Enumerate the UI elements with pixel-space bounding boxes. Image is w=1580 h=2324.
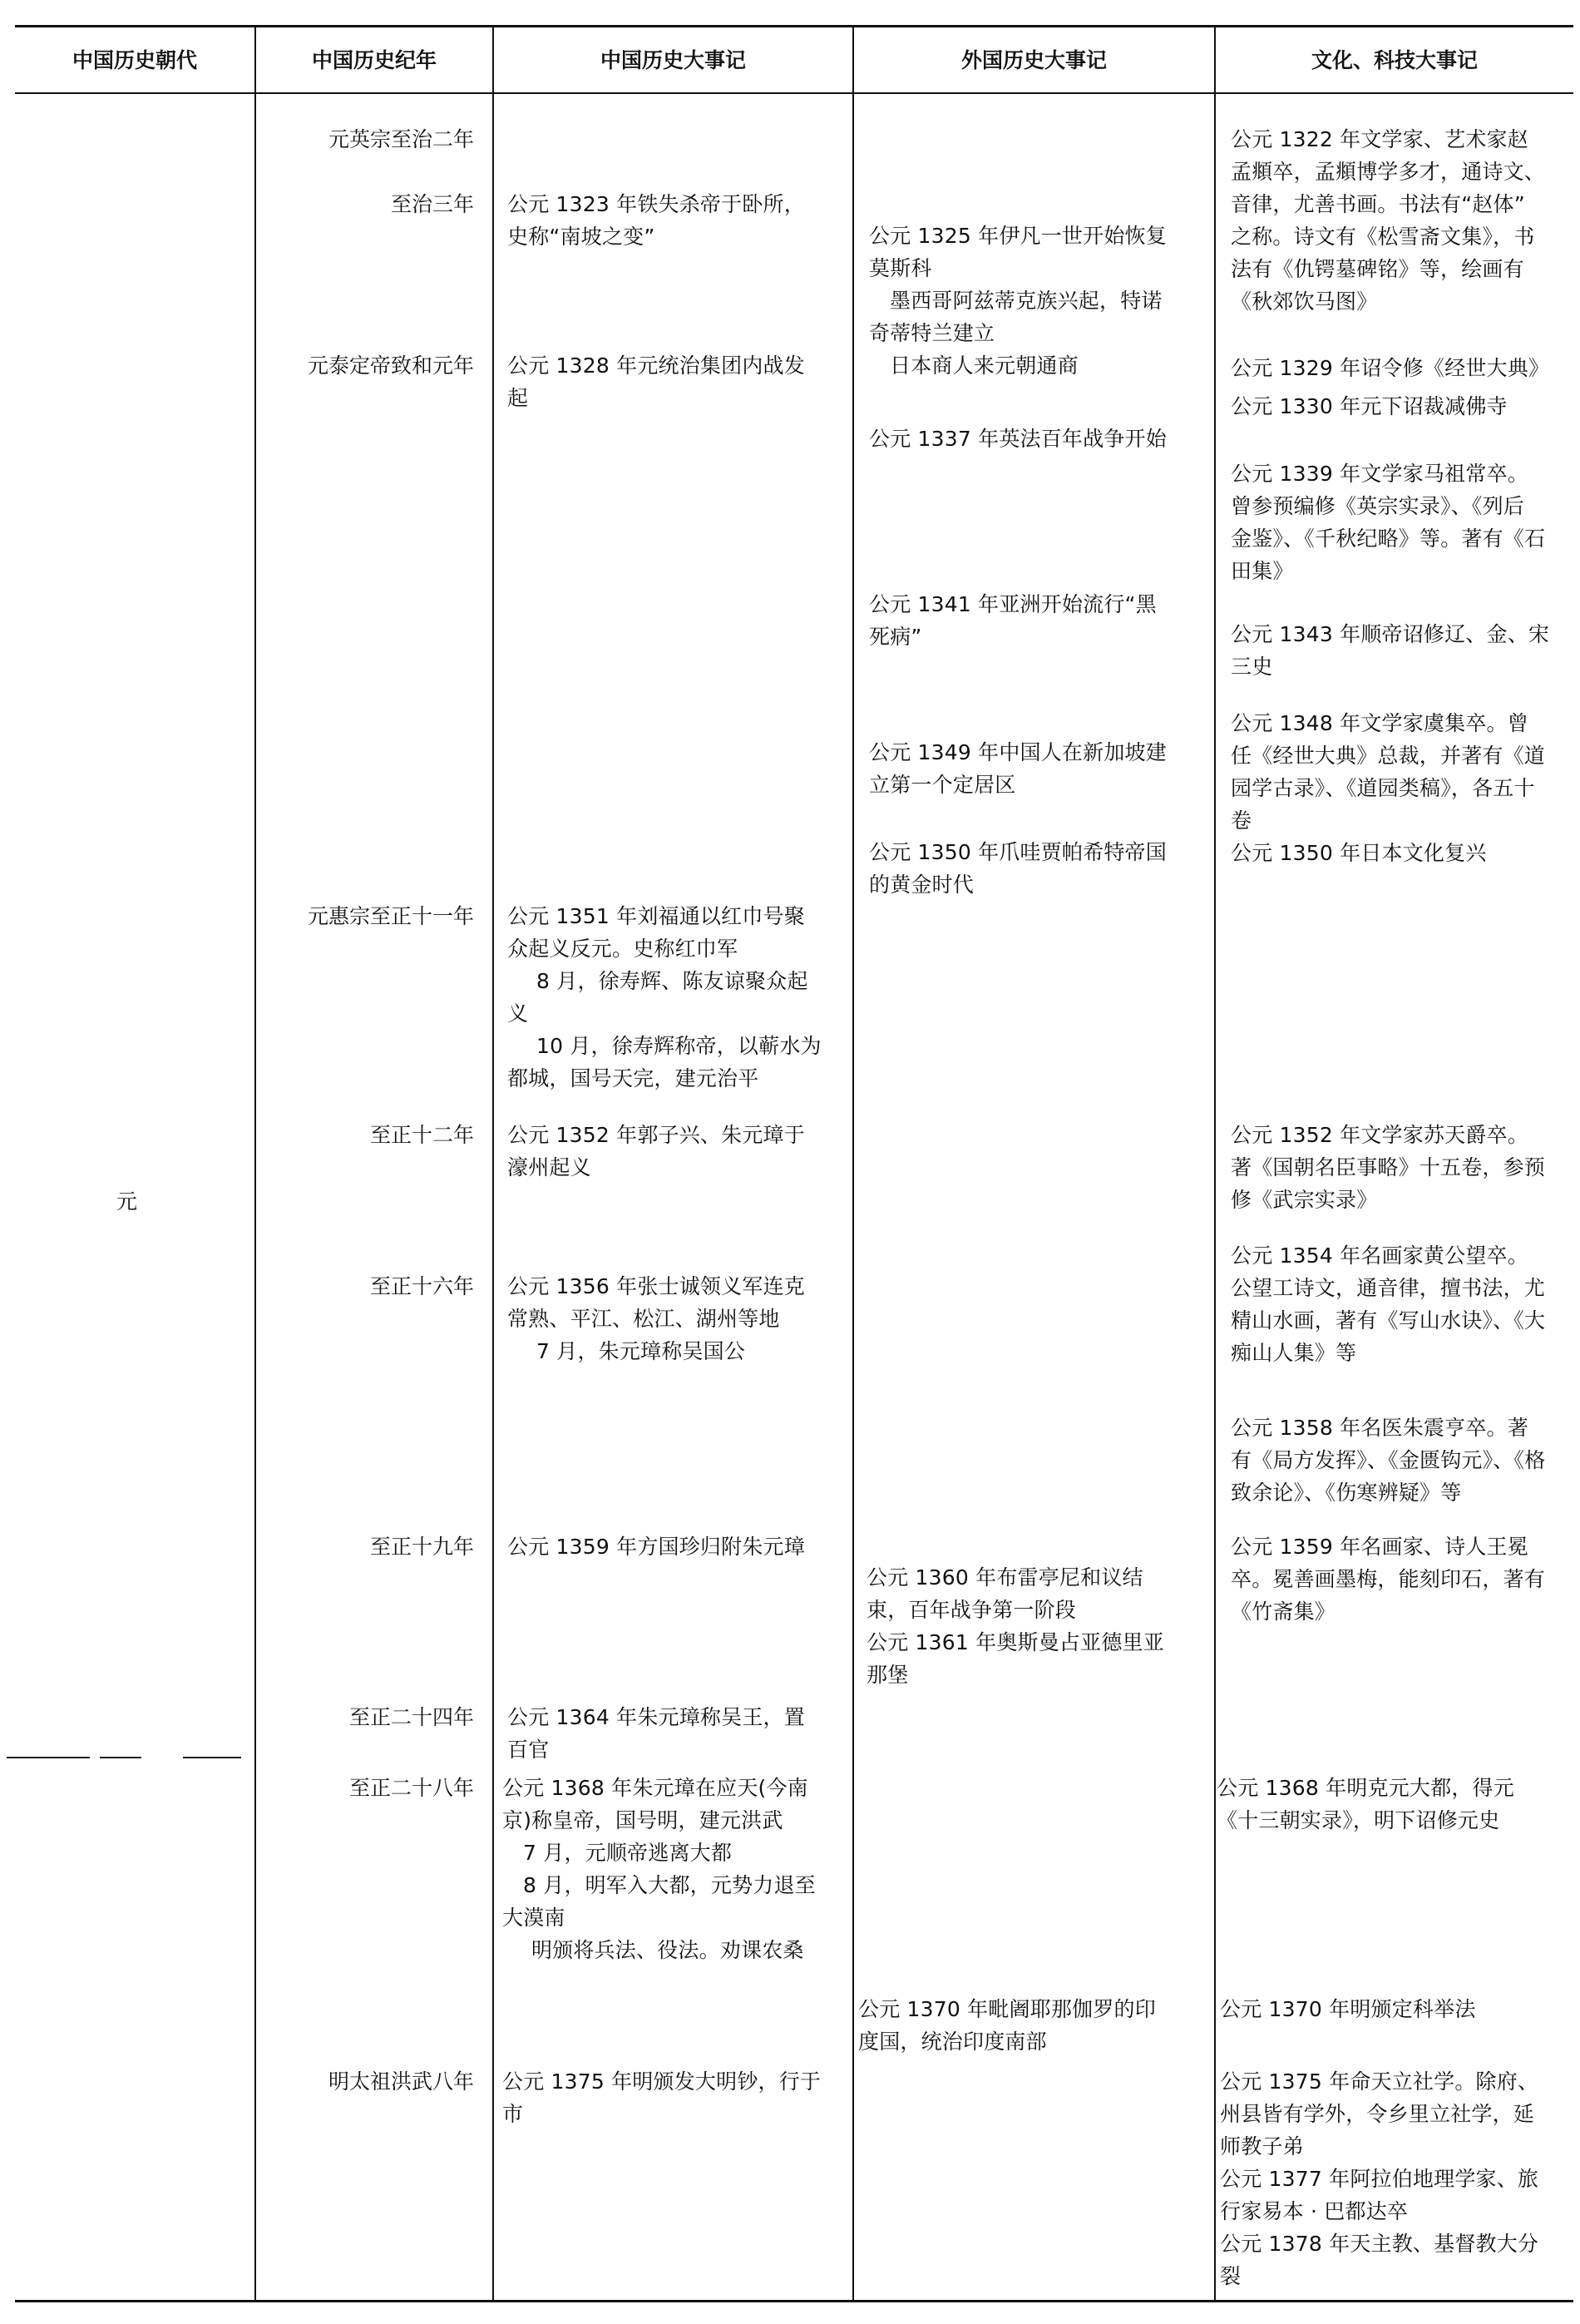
- event-line: 师教子弟: [1220, 2134, 1304, 2158]
- event-line: 市: [502, 2102, 524, 2126]
- event-line: 7 月，元顺帝逃离大都: [523, 1841, 733, 1865]
- event-line: 三史: [1231, 655, 1273, 679]
- event-line: 公元 1377 年阿拉伯地理学家、旅: [1220, 2167, 1539, 2191]
- event-line: 死病”: [869, 625, 922, 649]
- foreign-event: [867, 1561, 1210, 1691]
- column-divider-2: [492, 25, 494, 2302]
- china-event: [507, 349, 848, 414]
- event-line: 公元 1337 年英法百年战争开始: [869, 427, 1167, 451]
- culture-event: [1231, 457, 1563, 587]
- event-line: 音律，尤善书画。书法有“赵体”: [1231, 192, 1525, 216]
- header-china-events: 中国历史大事记: [600, 48, 746, 72]
- era-cell: 至正十二年: [369, 1123, 474, 1147]
- china-event: [502, 2065, 848, 2130]
- event-line: 立第一个定居区: [869, 773, 1016, 797]
- column-divider-4: [1214, 25, 1216, 2302]
- china-event: [507, 900, 848, 1095]
- event-line: 公元 1360 年布雷亭尼和议结: [867, 1565, 1143, 1590]
- event-line: 州县皆有学外，令乡里立社学，延: [1220, 2102, 1535, 2126]
- foreign-event: [869, 423, 1210, 455]
- event-line: 常熟、平江、松江、湖州等地: [507, 1307, 780, 1331]
- margin-dash-mark-2: [100, 1757, 141, 1758]
- event-line: 莫斯科: [869, 256, 932, 280]
- event-line: 公元 1378 年天主教、基督教大分: [1220, 2232, 1539, 2256]
- event-line: 公元 1359 年名画家、诗人王冕: [1231, 1535, 1528, 1559]
- event-line: 公元 1368 年朱元璋在应天(今南: [502, 1776, 808, 1800]
- event-line: 之称。诗文有《松雪斋文集》，书: [1231, 225, 1535, 249]
- foreign-event: [869, 736, 1210, 801]
- event-line: 著《国朝名臣事略》十五卷，参预: [1231, 1155, 1546, 1179]
- culture-event: [1231, 618, 1563, 683]
- event-line: 修《武宗实录》: [1231, 1188, 1378, 1212]
- event-line: 义: [507, 1001, 529, 1026]
- event-line: 孟頫卒，孟頫博学多才，通诗文、: [1231, 160, 1546, 184]
- era-cell: 元惠宗至正十一年: [307, 904, 474, 928]
- event-line: 奇蒂特兰建立: [869, 321, 995, 345]
- event-line: 公元 1352 年文学家苏天爵卒。: [1231, 1123, 1528, 1147]
- event-line: 的黄金时代: [869, 873, 975, 897]
- event-line: 公望工诗文，通音律，擅书法，尤: [1231, 1276, 1546, 1300]
- event-line: 大漠南: [502, 1906, 565, 1930]
- header-era: 中国历史纪年: [311, 48, 437, 72]
- culture-event: [1220, 2065, 1563, 2292]
- foreign-event: [869, 588, 1210, 653]
- foreign-event: [858, 1993, 1210, 2058]
- event-line: 卷: [1231, 808, 1252, 833]
- event-line: 10 月，徐寿辉称帝，以蕲水为: [536, 1034, 822, 1058]
- event-line: 公元 1375 年命天立社学。除府、: [1220, 2069, 1539, 2094]
- china-event: [507, 188, 848, 253]
- event-line: 《秋郊饮马图》: [1231, 289, 1378, 314]
- header-culture-events: 文化、科技大事记: [1311, 48, 1478, 72]
- margin-dash-mark-3: [183, 1757, 241, 1758]
- event-line: 百官: [507, 1738, 550, 1762]
- event-line: 有《局方发挥》、《金匮钩元》、《格: [1231, 1448, 1546, 1472]
- china-event: [507, 1530, 848, 1563]
- event-line: 田集》: [1231, 559, 1294, 583]
- event-line: 园学古录》、《道园类稿》，各五十: [1231, 776, 1535, 800]
- china-event: [507, 1119, 848, 1184]
- china-event: [507, 1270, 848, 1367]
- event-line: 致余论》、《伤寒辨疑》等: [1231, 1481, 1462, 1505]
- era-cell: 至正二十八年: [348, 1776, 474, 1800]
- culture-event: [1220, 1993, 1563, 2025]
- culture-event: [1231, 1119, 1563, 1216]
- era-cell: 明太祖洪武八年: [328, 2069, 474, 2094]
- event-line: 公元 1351 年刘福通以红巾号聚: [507, 904, 805, 928]
- event-line: 公元 1358 年名医朱震亨卒。著: [1231, 1416, 1528, 1440]
- event-line: 日本商人来元朝通商: [890, 354, 1079, 378]
- era-cell: 元英宗至治二年: [328, 127, 474, 151]
- event-line: 束，百年战争第一阶段: [867, 1598, 1077, 1622]
- event-line: 公元 1370 年明颁定科举法: [1220, 1997, 1476, 2021]
- event-line: 濠州起义: [507, 1155, 591, 1179]
- event-line: 公元 1370 年毗阇耶那伽罗的印: [858, 1997, 1156, 2021]
- event-line: 公元 1356 年张士诚领义军连克: [507, 1274, 805, 1298]
- event-line: 公元 1343 年顺帝诏修辽、金、宋: [1231, 622, 1550, 646]
- era-cell: 至治三年: [390, 192, 474, 216]
- event-line: 公元 1361 年奥斯曼占亚德里亚: [867, 1630, 1164, 1654]
- event-line: 精山水画，著有《写山水诀》、《大: [1231, 1308, 1546, 1333]
- event-line: 公元 1348 年文学家虞集卒。曾: [1231, 711, 1528, 735]
- event-line: 7 月，朱元璋称吴国公: [536, 1339, 746, 1363]
- event-line: 公元 1339 年文学家马祖常卒。: [1231, 462, 1528, 486]
- event-line: 公元 1354 年名画家黄公望卒。: [1231, 1244, 1528, 1268]
- culture-event: [1217, 1772, 1563, 1837]
- header-dynasty: 中国历史朝代: [72, 48, 197, 72]
- event-line: 公元 1341 年亚洲开始流行“黑: [869, 592, 1157, 616]
- event-line: 金鉴》、《千秋纪略》等。著有《石: [1231, 527, 1546, 551]
- event-line: 那堡: [867, 1663, 909, 1687]
- event-line: 公元 1359 年方国珍归附朱元璋: [507, 1535, 805, 1559]
- event-line: 都城，国号天完，建元治平: [507, 1066, 759, 1090]
- event-line: 度国，统治印度南部: [858, 2030, 1047, 2054]
- event-line: 公元 1325 年伊凡一世开始恢复: [869, 224, 1167, 248]
- foreign-event: [869, 836, 1210, 901]
- china-event: [502, 1772, 848, 1966]
- event-line: 行家易本 · 巴都达卒: [1220, 2199, 1409, 2223]
- event-line: 裂: [1220, 2264, 1242, 2288]
- culture-event: [1231, 1239, 1563, 1369]
- event-line: 众起义反元。史称红巾军: [507, 937, 738, 961]
- event-line: 京)称皇帝，国号明，建元洪武: [502, 1808, 783, 1832]
- event-line: 墨西哥阿兹蒂克族兴起，特诺: [890, 289, 1163, 313]
- event-line: 曾参预编修《英宗实录》、《列后: [1231, 494, 1525, 518]
- culture-event: [1231, 123, 1563, 318]
- event-line: 法有《仇锷墓碑铭》等，绘画有: [1231, 257, 1524, 281]
- event-line: 公元 1375 年明颁发大明钞，行于: [502, 2069, 822, 2094]
- event-line: 公元 1350 年爪哇贾帕希特帝国: [869, 840, 1167, 864]
- dynasty-cell: 元: [116, 1189, 138, 1214]
- margin-dash-mark: [7, 1757, 90, 1758]
- era-cell: 至正十六年: [369, 1274, 474, 1298]
- event-line: 8 月，徐寿辉、陈友谅聚众起: [536, 969, 808, 993]
- event-line: 《竹斋集》: [1231, 1600, 1336, 1624]
- event-line: 公元 1323 年铁失杀帝于卧所，: [507, 192, 805, 216]
- era-cell: 至正二十四年: [348, 1705, 474, 1729]
- column-divider-3: [852, 25, 854, 2302]
- foreign-event: [869, 220, 1210, 382]
- culture-event: [1231, 707, 1563, 869]
- event-line: 公元 1349 年中国人在新加坡建: [869, 740, 1167, 764]
- event-line: 公元 1350 年日本文化复兴: [1231, 841, 1487, 865]
- culture-event: [1231, 1412, 1563, 1509]
- bottom-rule: [15, 2300, 1573, 2302]
- column-divider-1: [254, 25, 256, 2302]
- event-line: 公元 1364 年朱元璋称吴王，置: [507, 1705, 805, 1729]
- era-cell: 至正十九年: [369, 1535, 474, 1559]
- event-line: 起: [507, 386, 529, 410]
- header-foreign-events: 外国历史大事记: [960, 48, 1107, 72]
- event-line: 公元 1368 年明克元大都，得元: [1217, 1776, 1514, 1800]
- event-line: 公元 1328 年元统治集团内战发: [507, 354, 805, 378]
- event-line: 8 月，明军入大都，元势力退至: [523, 1873, 816, 1897]
- culture-event: [1231, 1530, 1563, 1628]
- era-cell: 元泰定帝致和元年: [307, 354, 474, 378]
- event-line: 公元 1329 年诏令修《经世大典》: [1231, 356, 1550, 380]
- event-line: 公元 1322 年文学家、艺术家赵: [1231, 127, 1528, 151]
- event-line: 任《经世大典》总裁，并著有《道: [1231, 744, 1546, 768]
- event-line: 公元 1352 年郭子兴、朱元璋于: [507, 1123, 805, 1147]
- china-event: [507, 1701, 848, 1766]
- event-line: 卒。冕善画墨梅，能刻印石，著有: [1231, 1567, 1546, 1591]
- event-line: 痴山人集》等: [1231, 1341, 1357, 1365]
- event-line: 明颁将兵法、役法。劝课农桑: [531, 1938, 804, 1962]
- event-line: 《十三朝实录》，明下诏修元史: [1217, 1808, 1500, 1832]
- culture-event: [1231, 349, 1563, 426]
- event-line: 公元 1330 年元下诏裁减佛寺: [1231, 394, 1508, 418]
- event-line: 史称“南坡之变”: [507, 225, 655, 249]
